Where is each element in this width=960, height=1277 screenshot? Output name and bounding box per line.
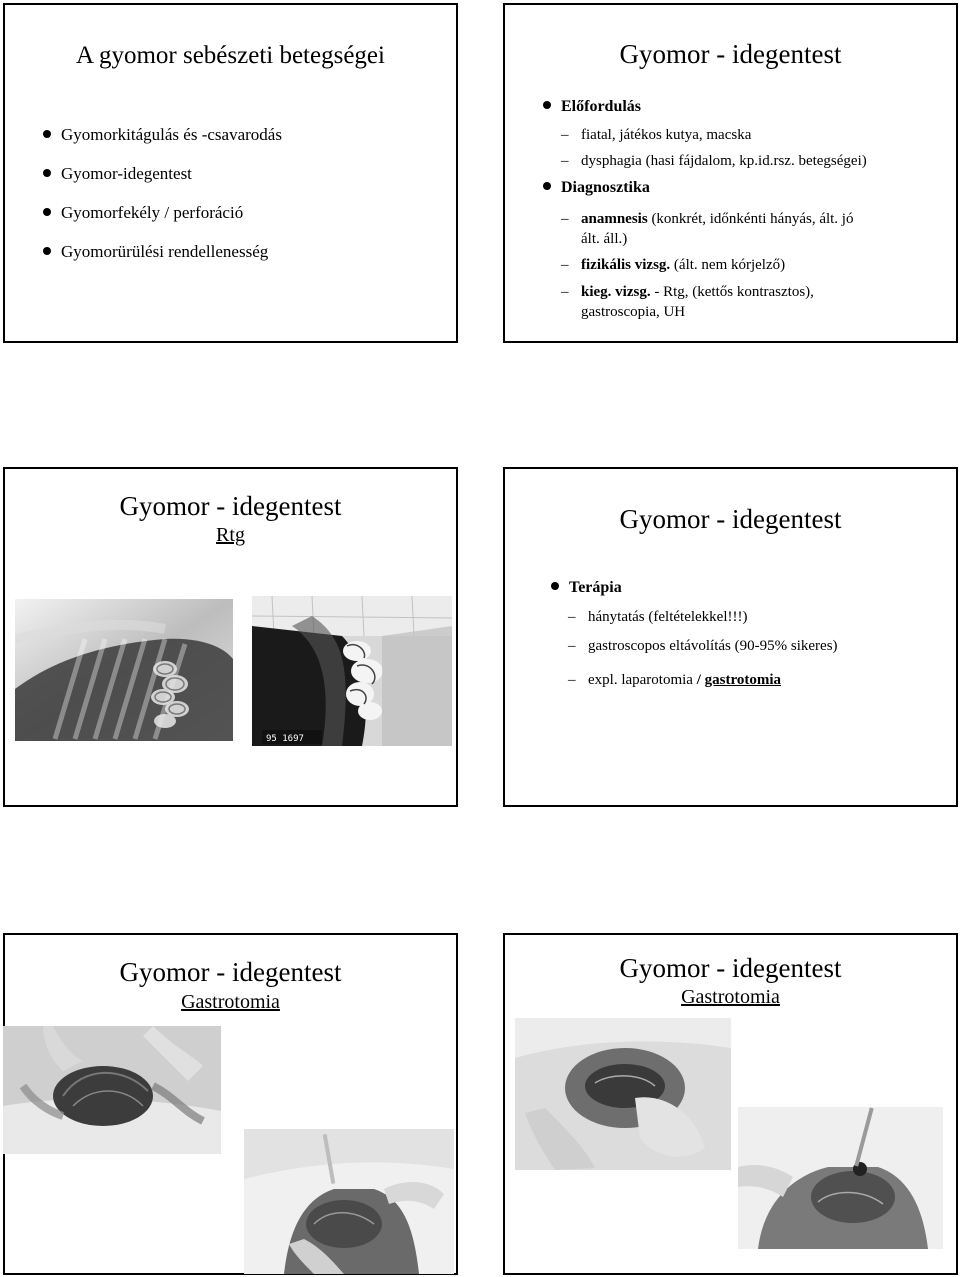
surgery-photo-3 [515, 1018, 731, 1170]
bullet-dot-icon [43, 130, 51, 138]
gastrotomia-link: gastrotomia [704, 672, 782, 688]
slide-3-title: Gyomor - idegentest [119, 491, 342, 521]
terapia-item-2: – gastroscopos eltávolítás (90-95% sikeres) [568, 638, 838, 654]
elofordulas-item-2: – dysphagia (hasi fájdalom, kp.id.rsz. betegségei) [561, 153, 867, 169]
xray-image-1 [15, 599, 233, 741]
slide-1-title: A gyomor sebészeti betegségei [76, 42, 385, 69]
elofordulas-item-1: – fiatal, játékos kutya, macska [561, 127, 752, 143]
section-elofordulas: Előfordulás [543, 98, 641, 116]
diag-anamnesis-cont: ált. áll.) [581, 231, 628, 247]
slide-4-title: Gyomor - idegentest [619, 504, 842, 534]
bullet-dot-icon [543, 101, 551, 109]
slide-3 [3, 467, 458, 807]
section-diagnosztika: Diagnosztika [543, 179, 650, 197]
slide-2 [503, 3, 958, 343]
surgery-photo-2 [244, 1129, 454, 1274]
slide-6-title: Gyomor - idegentest [619, 953, 842, 983]
slide-1-bullet-4: Gyomorürülési rendellenesség [43, 242, 268, 262]
slide-1-bullet-2: Gyomor-idegentest [43, 164, 192, 184]
slide-5 [3, 933, 458, 1275]
bullet-dot-icon [43, 247, 51, 255]
diag-kieg-cont: gastroscopia, UH [581, 304, 686, 320]
surgery-photo-1 [3, 1026, 221, 1154]
bullet-dot-icon [43, 169, 51, 177]
slide-2-title: Gyomor - idegentest [619, 39, 842, 69]
slide-5-title: Gyomor - idegentest [119, 957, 342, 987]
slide-3-subtitle: Rtg [216, 524, 245, 546]
terapia-item-1: – hánytatás (feltételekkel!!!) [568, 609, 748, 625]
slide-6 [503, 933, 958, 1275]
xray-label: 95 1697 [266, 734, 304, 744]
slide-1-bullet-3: Gyomorfekély / perforáció [43, 203, 243, 223]
slide-6-subtitle: Gastrotomia [681, 986, 780, 1008]
bullet-dot-icon [551, 582, 559, 590]
section-terapia: Terápia [551, 579, 622, 597]
slide-4 [503, 467, 958, 807]
xray-image-2 [252, 596, 452, 746]
slide-5-subtitle: Gastrotomia [181, 991, 280, 1013]
diag-kieg: – kieg. vizsg. - Rtg, (kettős kontrasztos), [561, 284, 814, 300]
bullet-dot-icon [43, 208, 51, 216]
slide-1-bullet-1: Gyomorkitágulás és -csavarodás [43, 125, 282, 145]
surgery-photo-4 [738, 1107, 943, 1249]
slide-1 [3, 3, 458, 343]
bullet-dot-icon [543, 182, 551, 190]
terapia-item-3: – expl. laparotomia / gastrotomia [568, 672, 782, 688]
diag-anamnesis: – anamnesis (konkrét, időnkénti hányás, ált. jó [561, 211, 854, 227]
diag-fizikalis: – fizikális vizsg. (ált. nem kórjelző) [561, 257, 786, 273]
